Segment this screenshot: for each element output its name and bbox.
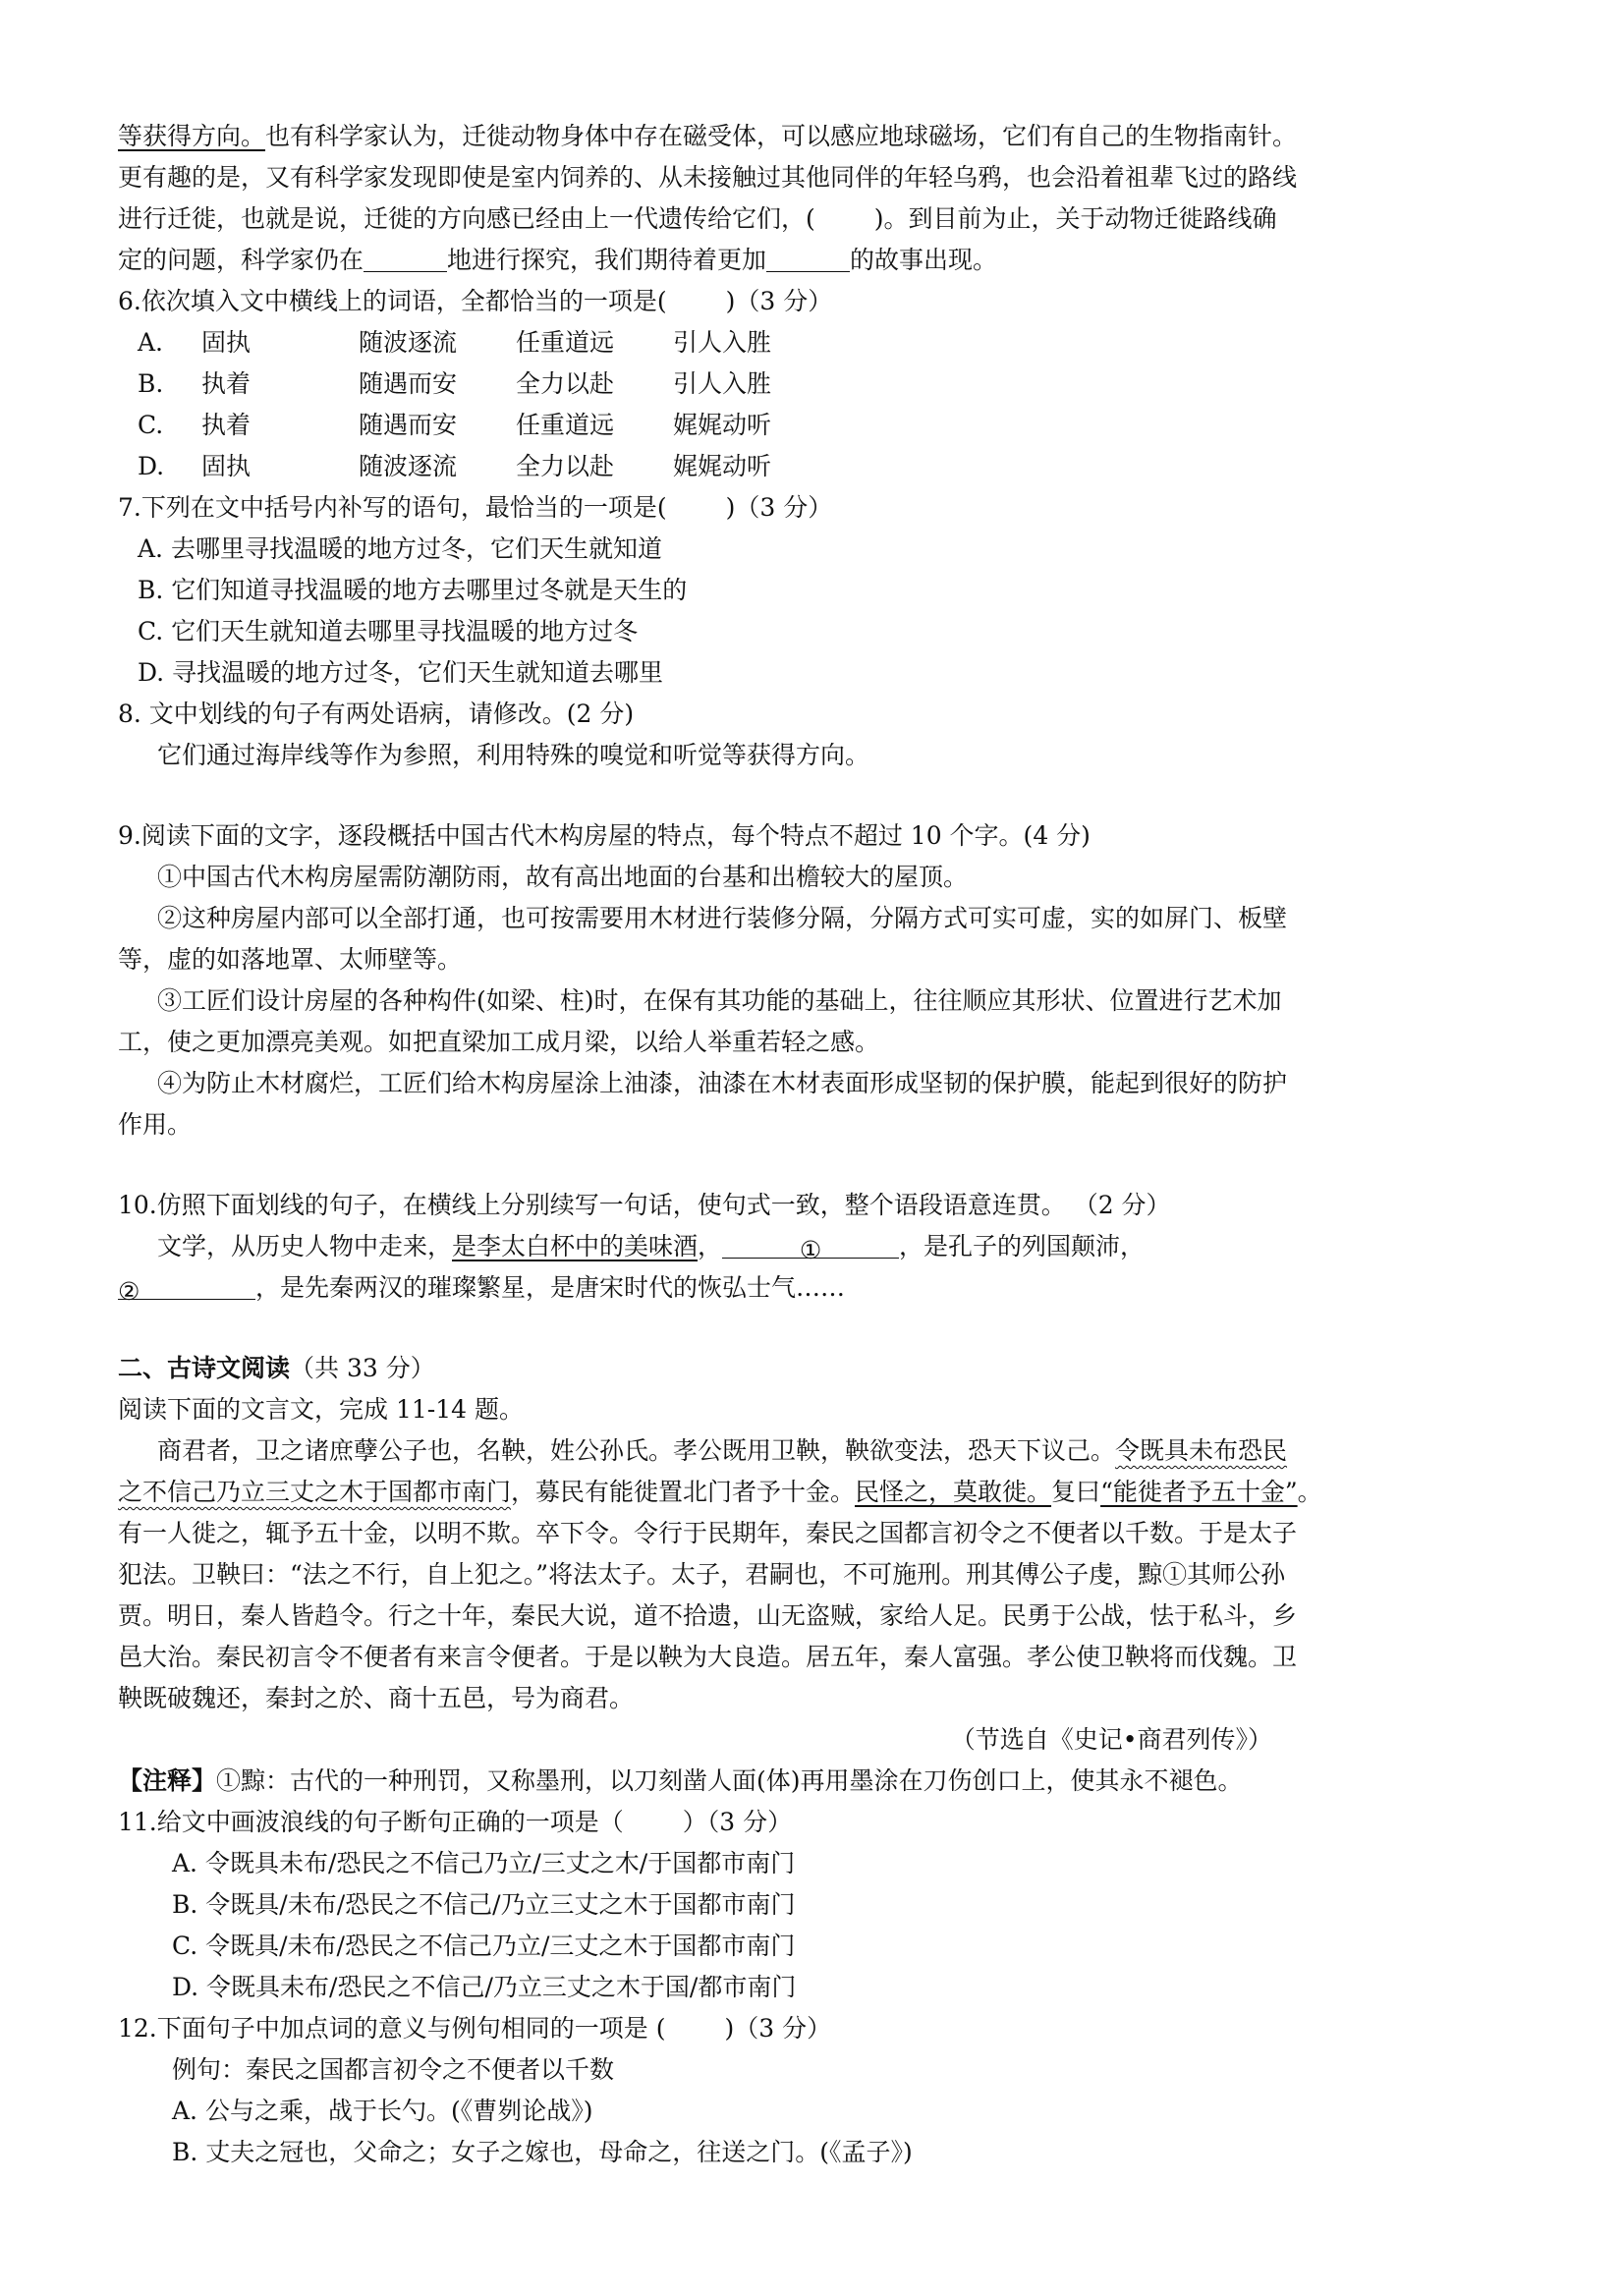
q12-example: 例句：秦民之国都言初令之不便者以千数 [172, 2055, 615, 2084]
q6-option-d[interactable]: D. 固执 随波逐流 全力以赴 娓娓动听 [138, 452, 772, 480]
question-12-stem: 12.下面句子中加点词的意义与例句相同的一项是 ( )（3 分） [118, 2014, 832, 2043]
passage-line-4: 定的问题，科学家仍在 地进行探究，我们期待着更加 的故事出现。 [118, 246, 998, 274]
q9-paragraph-2-cont: 等，虚的如落地罩、太师壁等。 [118, 945, 463, 974]
q7-option-b[interactable]: B. 它们知道寻找温暖的地方去哪里过冬就是天生的 [138, 576, 688, 604]
passage-line-1: 等获得方向。也有科学家认为，迁徙动物身体中存在磁受体，可以感应地球磁场，它们有自己的生物指南针。 [118, 122, 1298, 150]
classical-text-line-5: 贾。明日，秦人皆趋令。行之十年，秦民大说，道不拾遗，山无盗贼，家给人足。民勇于公战，怯于私斗，乡 [118, 1601, 1298, 1630]
dotted-word: 之 [253, 2097, 279, 2125]
classical-text-line-4: 犯法。卫鞅曰：“法之不行，自上犯之。”将法太子。太子，君嗣也，不可施刑。刑其傅公子虔，黥①其师公孙 [118, 1560, 1286, 1589]
q11-option-d[interactable]: D. 令既具未布/恐民之不信己/乃立三丈之木于国/都市南门 [172, 1973, 797, 2001]
q9-paragraph-2: ②这种房屋内部可以全部打通，也可按需要用木材进行装修分隔，分隔方式可实可虚，实的如屏门、板壁 [157, 904, 1288, 932]
q10-line-2: ② ，是先秦两汉的璀璨繁星，是唐宋时代的恢弘士气…… [118, 1273, 846, 1306]
fill-blank-1[interactable] [364, 244, 447, 272]
classical-text-line-7: 鞅既破魏还，秦封之於、商十五邑，号为商君。 [118, 1684, 635, 1712]
q7-option-a[interactable]: A. 去哪里寻找温暖的地方过冬，它们天生就知道 [138, 534, 662, 563]
q11-option-c[interactable]: C. 令既具/未布/恐民之不信己乃立/三丈之木于国都市南门 [172, 1932, 796, 1960]
question-8-stem: 8. 文中划线的句子有两处语病，请修改。(2 分) [118, 700, 635, 728]
question-7-stem: 7.下列在文中括号内补写的语句，最恰当的一项是( )（3 分） [118, 493, 833, 522]
section-2-intro: 阅读下面的文言文，完成 11-14 题。 [118, 1395, 524, 1424]
q8-sentence: 它们通过海岸线等作为参照，利用特殊的嗅觉和听觉等获得方向。 [157, 741, 870, 769]
q9-paragraph-4-cont: 作用。 [118, 1110, 193, 1139]
dotted-word: 之 [254, 2138, 280, 2166]
classical-text-line-6: 邑大治。秦民初言令不便者有来言令便者。于是以鞅为大良造。居五年，秦人富强。孝公使卫鞅将而伐魏。卫 [118, 1643, 1298, 1671]
q9-paragraph-1: ①中国古代木构房屋需防潮防雨，故有高出地面的台基和出檐较大的屋顶。 [157, 863, 969, 891]
q6-option-a[interactable]: A. 固执 随波逐流 任重道远 引人入胜 [138, 328, 772, 357]
model-sentence: 是李太白杯中的美味酒 [452, 1232, 699, 1260]
q7-option-c[interactable]: C. 它们天生就知道去哪里寻找温暖的地方过冬 [138, 617, 639, 645]
question-9-stem: 9.阅读下面的文字，逐段概括中国古代木构房屋的特点，每个特点不超过 10 个字。(4 分) [118, 821, 1091, 850]
classical-text-line-2: 之不信己乃立三丈之木于国都市南门，募民有能徙置北门者予十金。民怪之，莫敢徙。复曰“能徙者予五十金”。 [118, 1478, 1322, 1506]
annotation: 【注释】①黥：古代的一种刑罚，又称墨刑，以刀刻凿人面(体)再用墨涂在刀伤创口上，使其永不褪色。 [118, 1766, 1243, 1795]
fill-blank-2[interactable] [766, 244, 850, 272]
q12-option-b[interactable]: B. 丈夫之冠也，父命之；女子之嫁也，母命之，往送之门。(《孟子》) [172, 2138, 913, 2166]
q11-option-a[interactable]: A. 令既具未布/恐民之不信己乃立/三丈之木/于国都市南门 [172, 1849, 796, 1877]
exam-page [118, 116, 1513, 2173]
source-citation: （节选自《史记•商君列传》） [950, 1725, 1272, 1754]
q9-paragraph-3-cont: 工，使之更加漂亮美观。如把直梁加工成月梁，以给人举重若轻之感。 [118, 1028, 880, 1056]
question-10-stem: 10.仿照下面划线的句子，在横线上分别续写一句话，使句式一致，整个语段语意连贯。 （2 分） [118, 1191, 1171, 1219]
q12-option-a[interactable]: A. 公与之乘，战于长勺。(《曹刿论战》) [172, 2097, 593, 2125]
classical-text-line-3: 有一人徙之，辄予五十金，以明不欺。卒下令。令行于民期年，秦民之国都言初令之不便者以千数。于是太子 [118, 1519, 1298, 1547]
q10-line-1: 文学，从历史人物中走来，是李太白杯中的美味酒， ① ，是孔子的列国颠沛， [157, 1232, 1146, 1264]
q6-option-c[interactable]: C. 执着 随遇而安 任重道远 娓娓动听 [138, 411, 772, 439]
question-11-stem: 11.给文中画波浪线的句子断句正确的一项是（ ）（3 分） [118, 1808, 793, 1836]
q9-paragraph-4: ④为防止木材腐烂，工匠们给木构房屋涂上油漆，油漆在木材表面形成坚韧的保护膜，能起到很好的防护 [157, 1069, 1288, 1097]
section-2-heading: 二、古诗文阅读（共 33 分） [118, 1354, 435, 1382]
wavy-underlined-sentence-cont: 之不信己乃立三丈之木于国都市南门 [118, 1478, 512, 1506]
question-6-stem: 6.依次填入文中横线上的词语，全都恰当的一项是( )（3 分） [118, 287, 833, 315]
dotted-word: 之 [295, 2055, 320, 2084]
q10-blank-1[interactable]: ① [722, 1230, 899, 1259]
classical-text-line-1: 商君者，卫之诸庶孽公子也，名鞅，姓公孙氏。孝公既用卫鞅，鞅欲变法，恐天下议己。令既具未布恐民 [157, 1436, 1288, 1465]
q7-option-d[interactable]: D. 寻找温暖的地方过冬，它们天生就知道去哪里 [138, 658, 664, 687]
passage-line-2: 更有趣的是，又有科学家发现即使是室内饲养的、从未接触过其他同伴的年轻乌鸦，也会沿着祖辈飞过的路线 [118, 163, 1298, 192]
q10-blank-2[interactable]: ② [118, 1271, 255, 1300]
q6-option-b[interactable]: B. 执着 随遇而安 全力以赴 引人入胜 [138, 369, 772, 398]
underlined-sentence-end: 等获得方向。 [118, 122, 266, 150]
q11-option-b[interactable]: B. 令既具/未布/恐民之不信己/乃立三丈之木于国都市南门 [172, 1890, 796, 1919]
q9-paragraph-3: ③工匠们设计房屋的各种构件(如梁、柱)时，在保有其功能的基础上，往往顺应其形状、位置进行艺术加 [157, 986, 1282, 1015]
wavy-underlined-sentence: 令既具未布恐民 [1115, 1436, 1288, 1465]
passage-line-3: 进行迁徙，也就是说，迁徙的方向感已经由上一代遗传给它们，( )。到目前为止，关于动物迁徙路线确 [118, 204, 1277, 233]
